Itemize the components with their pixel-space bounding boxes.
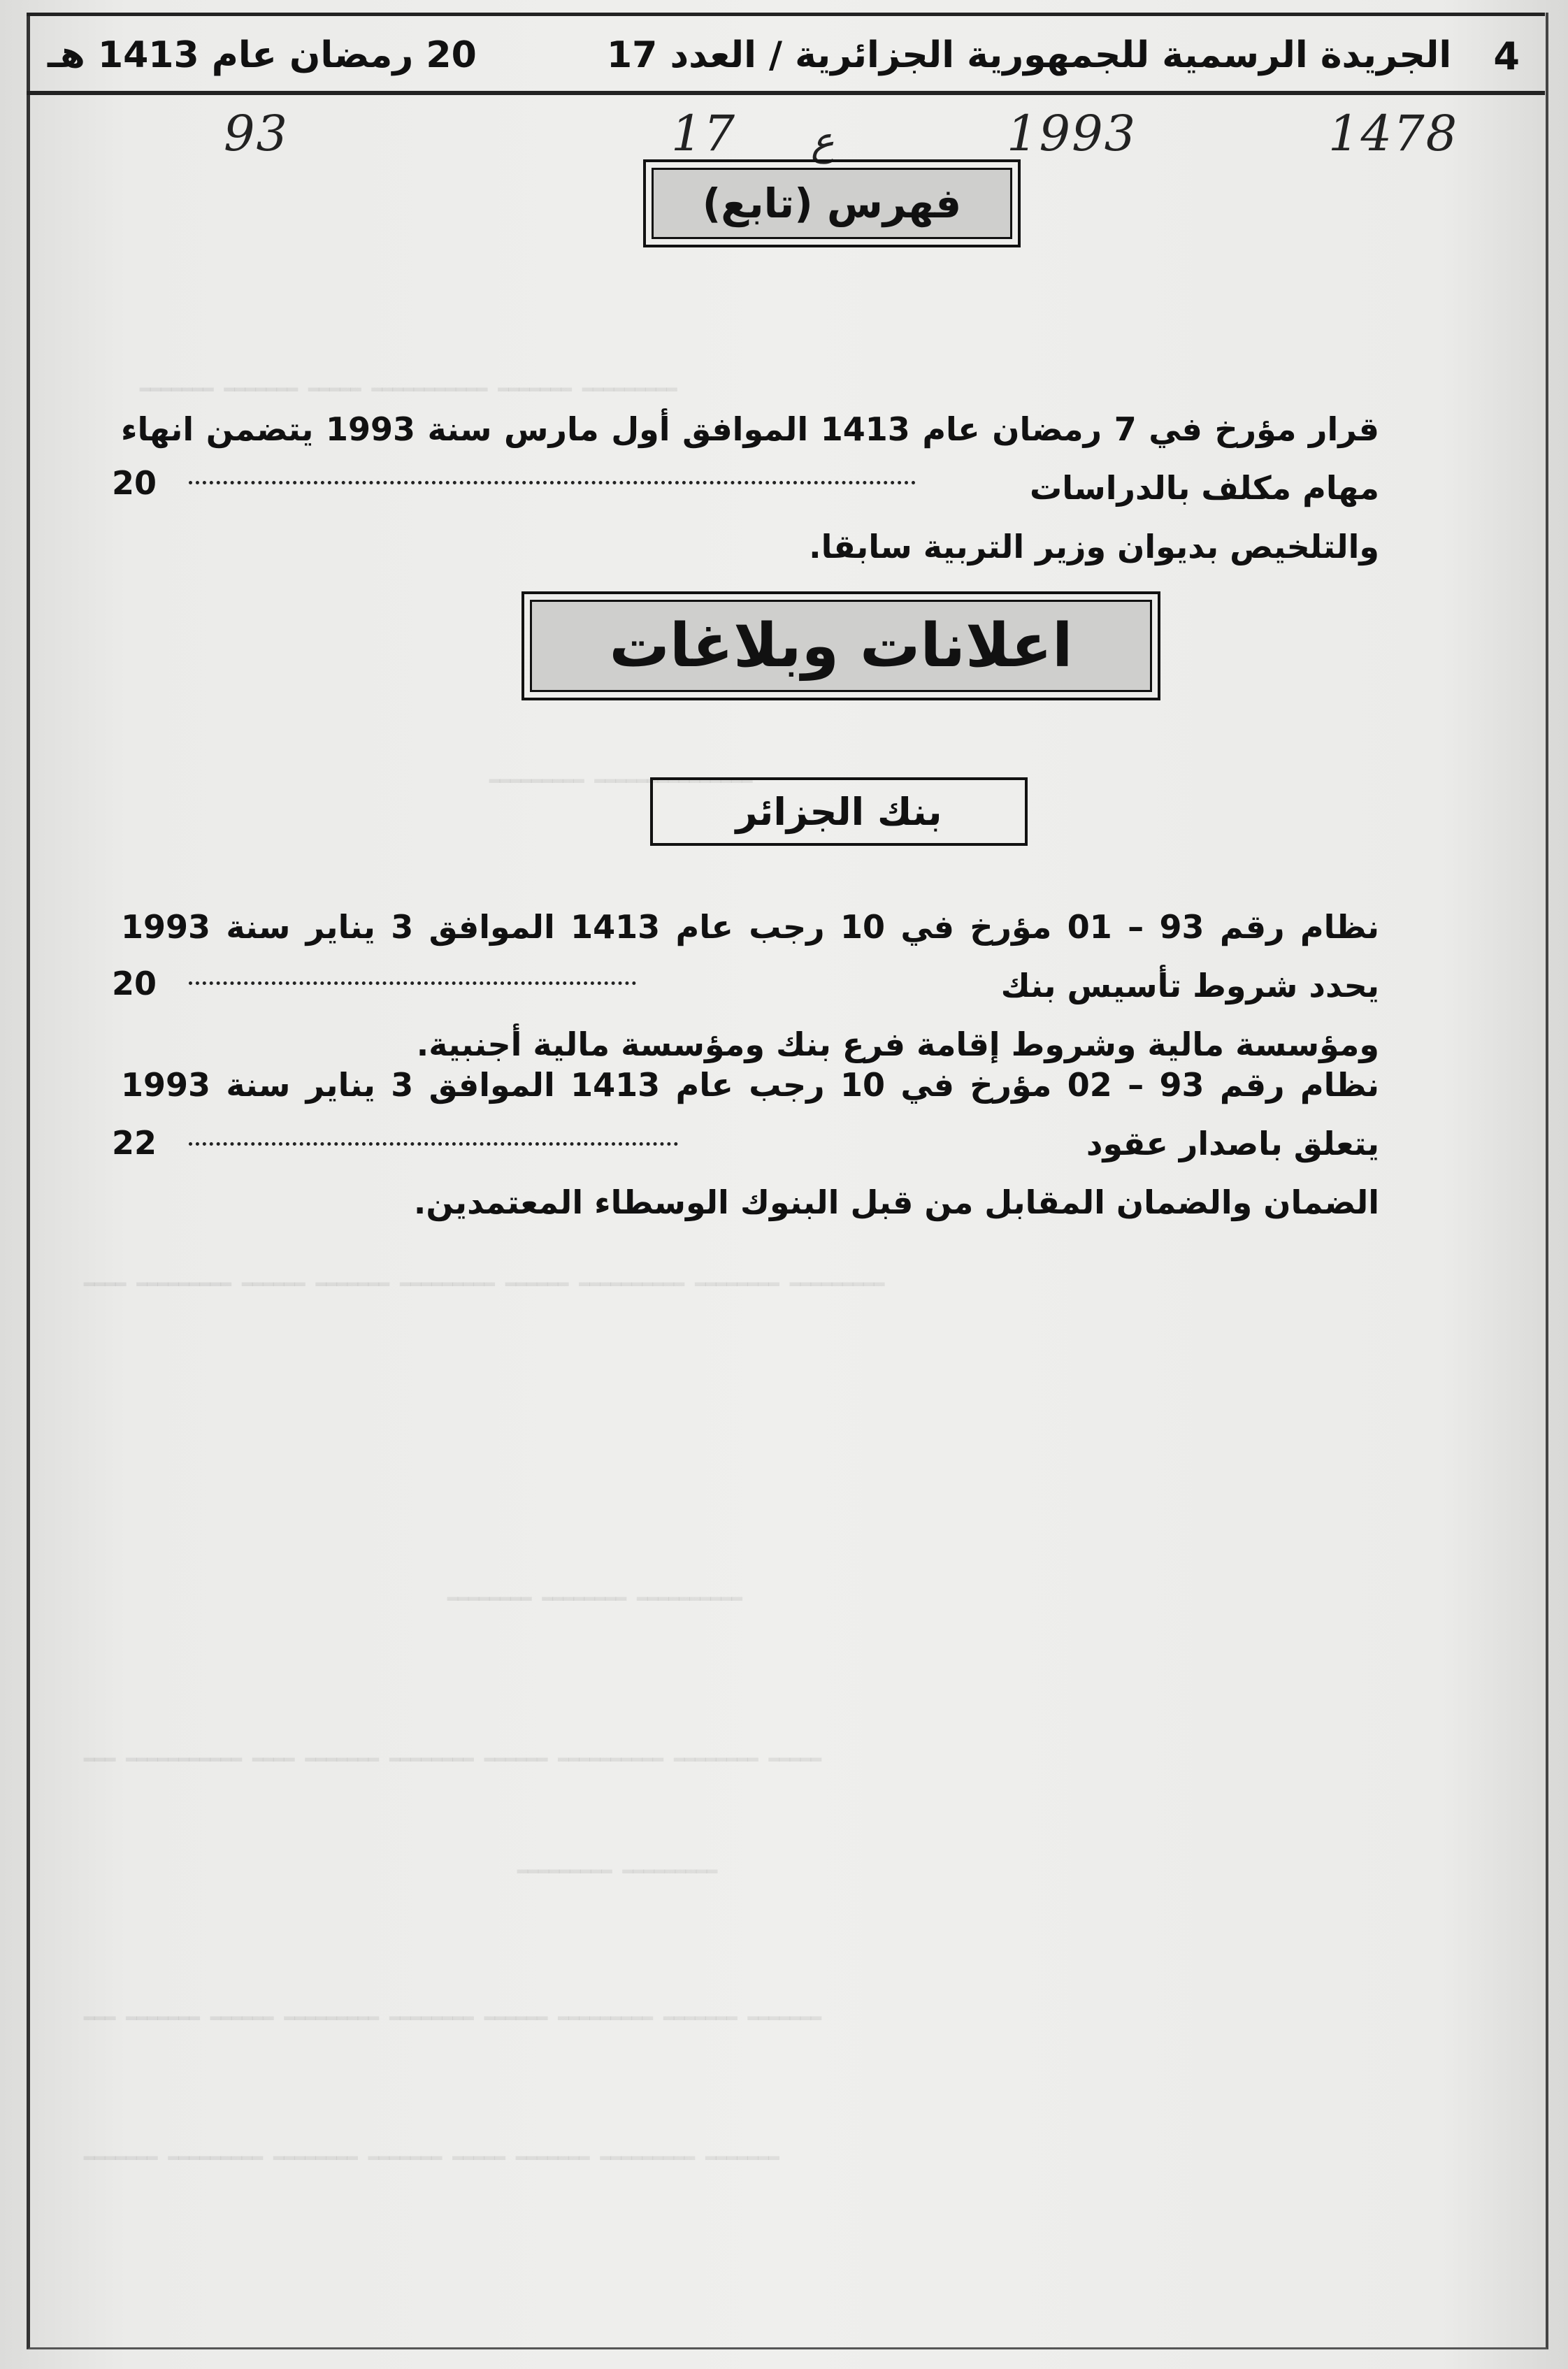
header-page-number: 4 [1493,34,1520,78]
announcement-entry-1-page: 20 [112,965,157,1002]
header-publication: الجريدة الرسمية للجمهورية الجزائرية / العدد 17 [607,34,1452,76]
announcement-entry-1-line2: ومؤسسة مالية وشروط إقامة فرع بنك ومؤسسة مالية أجنبية. [416,1025,1379,1063]
announcement-entry-2-line1: نظام رقم 93 – 02 مؤرخ في 10 رجب عام 1413 الموافق 3 يناير سنة 1993 يتعلق باصدار عقود [121,1066,1379,1162]
index-continued-title: فهرس (تابع) [702,180,962,227]
leader-dots [189,481,916,484]
index-entry-1 [121,400,1379,576]
subsection-title: بنك الجزائر [735,789,942,834]
handwritten-issue: 17 [671,105,737,162]
leader-dots [189,981,636,985]
page: 20 رمضان عام 1413 هـ الجريدة الرسمية للجمهورية الجزائرية / العدد 17 4 93 17 ع 1993 1478 ـــــــــ ـــــــ ـــــــــــ ـــــ ـــــــ ـــــــ ـــــــــــــــ ـــــــــ ـــــــــ ــــــــ ــــــــــ ــــــ ـــــــــ ـــــــ ــــــ ـــــــــ ــــ ــــــــــ ــــــــ ــــــــ ـــــ ــــــــ ــــــــــ ــــــ ــــــــ ـــــــ ــــ ـــــــــــ ـــ ـــــــــ ـــــــــ ـــــــ ـــــــ ـــــــــ ــــــ ــــــــ ـــــــــ ــــــ ـــــــ ـــ ـــــــ ـــــــــ ـــــــ ـــــ ـــــــ ــــــــ ـــــــــ ـــــــ فهرس (تابع) قرار مؤرخ في 7 رمضان عام 1413 الموافق أول مارس سنة 1993 يتضمن انهاء مهام مكلف بالدراسات والتلخيص بديوان وزير التربية سابقا. 20 اعلانات وبلاغات بنك الجزائر نظام رقم 93 – 01 مؤرخ في 10 رجب عام 1413 الموافق 3 يناير سنة 1993 يحدد شروط تأسيس بنك ومؤسسة مالية وشروط إقامة فرع بنك ومؤسسة مالية أجنبية. 20 نظام رقم 93 – 02 مؤرخ في 10 رجب عام 1413 الموافق 3 يناير سنة 1993 يتعلق باصدار عقود الضمان والضمان المقابل من قبل البنوك الوسطاء المعتمدين. 22 [0,0,1568,2369]
announcement-entry-2-line2: الضمان والضمان المقابل من قبل البنوك الوسطاء المعتمدين. [413,1183,1379,1221]
page-header [27,13,1545,95]
announcements-title: اعلانات وبلاغات [609,611,1073,681]
leader-dots [189,1142,678,1146]
header-date: 20 رمضان عام 1413 هـ [48,34,477,76]
announcement-entry-1-line1: نظام رقم 93 – 01 مؤرخ في 10 رجب عام 1413 الموافق 3 يناير سنة 1993 يحدد شروط تأسيس بنك [121,908,1379,1005]
index-entry-1-page: 20 [112,464,157,502]
handwritten-year: 1993 [1007,105,1137,162]
handwritten-mid: ع [811,119,835,164]
announcements-title-box [522,591,1160,700]
handwritten-number-right: 1478 [1328,105,1459,162]
announcement-entry-2-page: 22 [112,1124,157,1162]
announcement-entry-1 [121,898,1379,1074]
handwritten-number-left: 93 [224,105,289,162]
index-continued-title-box [643,159,1021,247]
index-entry-1-line2: والتلخيص بديوان وزير التربية سابقا. [809,528,1379,566]
index-entry-1-line1: قرار مؤرخ في 7 رمضان عام 1413 الموافق أول مارس سنة 1993 يتضمن انهاء مهام مكلف بالدراسات [121,410,1379,507]
subsection-box [650,777,1028,846]
